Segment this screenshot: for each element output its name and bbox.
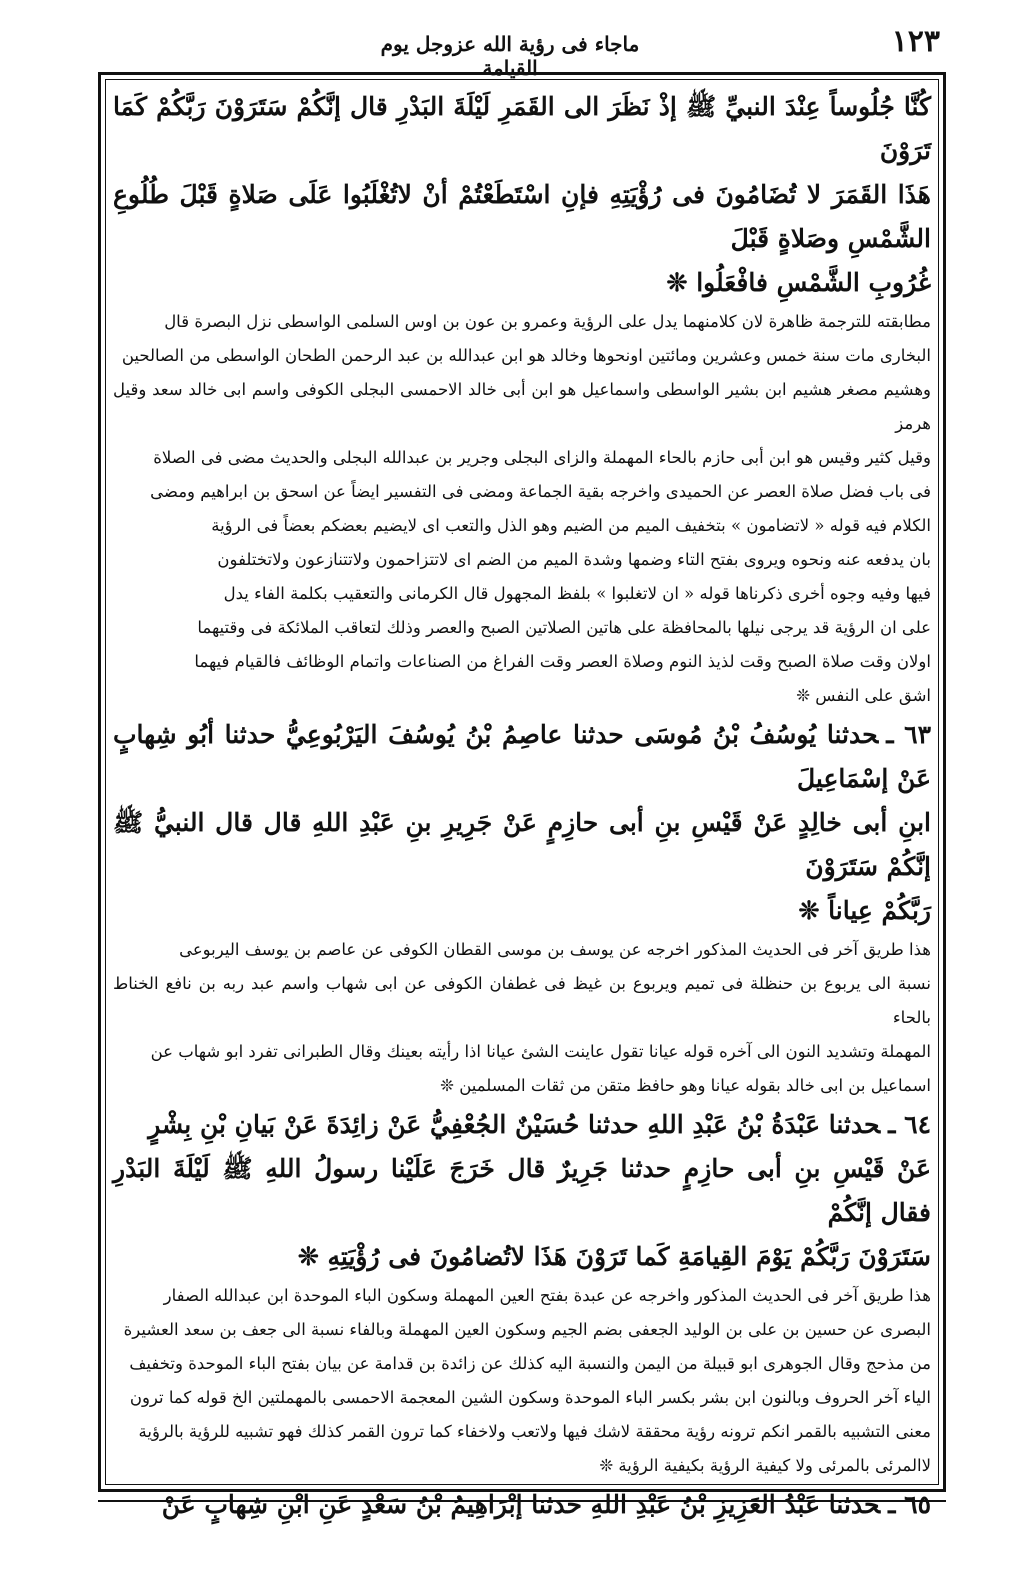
- commentary-line: [113, 339, 931, 373]
- hadith-line: [113, 1147, 931, 1235]
- hadith-line: [113, 713, 931, 801]
- page-header: [120, 24, 940, 80]
- commentary-line: [113, 577, 931, 611]
- line-text: البصرى عن حسين بن على بن الوليد الجعفى بضم الجيم وسكون العين المهملة وبالفاء نسبة الى جعف بن سعد العشيرة: [123, 1320, 931, 1339]
- hadith-block: [113, 1483, 931, 1527]
- commentary-line: [113, 1347, 931, 1381]
- page-number: ١٢٣: [891, 24, 940, 59]
- hadith-line: [113, 173, 931, 261]
- line-text: وهشيم مصغر هشيم ابن بشير الواسطى واسماعيل هو ابن أبى خالد الاحمسى البجلى الكوفى واسم ابى خالد سعد وقيل هرمز: [113, 380, 931, 433]
- line-text: مطابقته للترجمة ظاهرة لان كلامنهما يدل على الرؤية وعمرو بن عون بن اوس السلمى الواسطى نزل البصرة قال: [164, 312, 931, 331]
- commentary-line: [113, 933, 931, 967]
- commentary-line: [113, 509, 931, 543]
- commentary-line: [113, 1313, 931, 1347]
- line-text: هَذَا القَمَرَ لا تُضَامُونَ فى رُؤْيَتِهِ فإنِ اسْتَطَعْتُمْ أنْ لاتُغْلَبُوا عَلَى صَلاةٍ قَبْلَ طُلُوعِ الشَّمْسِ وصَلاةٍ قَبْلَ: [113, 180, 931, 253]
- line-text: لاالمرئى بالمرئى ولا كيفية الرؤية بكيفية الرؤية ❊: [599, 1456, 931, 1475]
- commentary-block: [113, 933, 931, 1103]
- line-text: نسبة الى يربوع بن حنظلة فى تميم ويربوع بن غيظ فى غطفان الكوفى عن ابى شهاب واسم عبد ربه بن نافع الخناط بالحاء: [113, 974, 931, 1027]
- commentary-block: [113, 305, 931, 713]
- line-text: حدثنا عَبْدُ العَزِيزِ بْنُ عَبْدِ اللهِ حدثنا إبْرَاهِيمُ بْنُ سَعْدٍ عَنِ ابْنِ شِهابٍ عَنْ: [161, 1490, 881, 1519]
- commentary-line: [113, 679, 931, 713]
- line-text: من مذحج وقال الجوهرى ابو قبيلة من اليمن والنسبة اليه كذلك عن زائدة بن قدامة عن بيان بفتح الباء الموحدة وتخفيف: [129, 1354, 931, 1373]
- commentary-line: [113, 1449, 931, 1483]
- commentary-line: [113, 967, 931, 1035]
- line-text: الياء آخر الحروف وبالنون ابن بشر بكسر الباء الموحدة وسكون الشين المعجمة الاحمسى بالمهملتين الخ قوله كما ترون: [129, 1388, 931, 1407]
- running-title: ماجاء فى رؤية الله عزوجل يوم القيامة: [380, 32, 640, 80]
- hadith-line: [113, 85, 931, 173]
- commentary-line: [113, 373, 931, 441]
- commentary-line: [113, 1381, 931, 1415]
- hadith-number: ٦٥ ـ: [888, 1490, 931, 1519]
- hadith-line: [113, 801, 931, 889]
- line-text: وقيل كثير وقيس هو ابن أبى حازم بالحاء المهملة والزاى البجلى وجرير بن عبدالله البجلى والحديث مضى فى الصلاة: [153, 448, 931, 467]
- hadith-number: ٦٤ ـ: [888, 1110, 931, 1139]
- commentary-line: [113, 543, 931, 577]
- line-text: عَنْ قَيْسِ بنِ أبى حازِمٍ حدثنا جَرِيرٌ قال خَرَجَ عَلَيْنا رسولُ اللهِ ﷺ لَيْلَةَ البَدْرِ فقال إنَّكُمْ: [113, 1154, 931, 1227]
- hadith-line: [113, 1483, 931, 1527]
- hadith-number: ٦٣ ـ: [886, 720, 931, 749]
- commentary-line: [113, 1415, 931, 1449]
- hadith-line: [113, 1103, 931, 1147]
- line-text: هذا طريق آخر فى الحديث المذكور اخرجه عن يوسف بن موسى القطان الكوفى عن عاصم بن يوسف اليربوعى: [179, 940, 931, 959]
- line-text: اسماعيل بن ابى خالد بقوله عيانا وهو حافظ متقن من ثقات المسلمين ❊: [440, 1076, 931, 1095]
- line-text: فى باب فضل صلاة العصر عن الحميدى واخرجه بقية الجماعة ومضى فى التفسير ايضاً عن اسحق بن ابراهيم ومضى: [150, 482, 931, 501]
- line-text: هذا طريق آخر فى الحديث المذكور واخرجه عن عبدة بفتح العين المهملة وسكون الباء الموحدة ابن عبدالله الصفار: [163, 1286, 931, 1305]
- line-text: اشق على النفس ❊: [796, 686, 931, 705]
- line-text: حدثنا يُوسُفُ بْنُ مُوسَى حدثنا عاصِمُ بْنُ يُوسُفَ اليَرْبُوعِيُّ حدثنا أبُو شِهابٍ عَنْ إسْمَاعِيلَ: [113, 720, 931, 793]
- commentary-line: [113, 1279, 931, 1313]
- commentary-line: [113, 441, 931, 475]
- line-text: معنى التشبيه بالقمر انكم ترونه رؤية محققة لاشك فيها ولاتعب ولاخفاء كما ترون القمر كذلك فهو تشبيه للرؤية بالرؤية: [138, 1422, 931, 1441]
- line-text: غُرُوبِ الشَّمْسِ فافْعَلُوا ❊: [666, 268, 931, 297]
- line-text: بان يدفعه عنه ونحوه ويروى بفتح التاء وضمها وشدة الميم من الضم اى لاتتزاحمون ولاتتنازعون ولاتختلفون: [217, 550, 931, 569]
- hadith-line: [113, 1235, 931, 1279]
- hadith-line: [113, 889, 931, 933]
- line-text: رَبَّكُمْ عِياناً ❊: [798, 896, 931, 925]
- hadith-block: [113, 1103, 931, 1279]
- hadith-line: [113, 261, 931, 305]
- commentary-line: [113, 475, 931, 509]
- line-text: فيها وفيه وجوه أخرى ذكرناها قوله « ان لاتغلبوا » بلفظ المجهول قال الكرمانى والتعقيب بكلمة الفاء يدل: [223, 584, 931, 603]
- line-text: كُنَّا جُلُوساً عِنْدَ النبيِّ ﷺ إذْ نَظَرَ الى القَمَرِ لَيْلَةَ البَدْرِ قال إنَّكُمْ سَتَرَوْنَ رَبَّكُمْ كَمَا تَرَوْنَ: [113, 92, 931, 165]
- commentary-line: [113, 305, 931, 339]
- line-text: حدثنا عَبْدَةُ بْنُ عَبْدِ اللهِ حدثنا حُسَيْنٌ الجُعْفِيُّ عَنْ زائِدَةَ عَنْ بَيانِ بْنِ بِشْرٍ: [148, 1110, 881, 1139]
- text-frame: [98, 72, 946, 1519]
- hadith-block: [113, 713, 931, 933]
- commentary-line: [113, 645, 931, 679]
- hadith-block: [113, 85, 931, 305]
- commentary-block: [113, 1279, 931, 1483]
- line-text: سَتَرَوْنَ رَبَّكُمْ يَوْمَ القِيامَةِ كَما تَرَوْنَ هَذَا لاتُضامُونَ فى رُؤْيَتِهِ ❊: [297, 1242, 931, 1271]
- line-text: ابنِ أبى خالِدٍ عَنْ قَيْسِ بنِ أبى حازِمٍ عَنْ جَرِيرِ بنِ عَبْدِ اللهِ قال قال النبيُّ ﷺ إنَّكُمْ سَتَرَوْنَ: [113, 808, 931, 881]
- commentary-line: [113, 1035, 931, 1069]
- commentary-line: [113, 611, 931, 645]
- line-text: المهملة وتشديد النون الى آخره قوله عيانا تقول عاينت الشئ عيانا اذا رأيته بعينك وقال الطبرانى تفرد ابو شهاب عن: [150, 1042, 931, 1061]
- commentary-line: [113, 1069, 931, 1103]
- line-text: على ان الرؤية قد يرجى نيلها بالمحافظة على هاتين الصلاتين الصبح والعصر وذلك لتعاقب الملائكة فى وقتيهما: [197, 618, 931, 637]
- line-text: البخارى مات سنة خمس وعشرين ومائتين اونحوها وخالد هو ابن عبدالله بن عبد الرحمن الطحان الواسطى من الصالحين: [121, 346, 931, 365]
- bottom-rule: [98, 1500, 946, 1502]
- line-text: اولان وقت صلاة الصبح وقت لذيذ النوم وصلاة العصر وقت الفراغ من الصناعات واتمام الوظائف فالقيام فيهما: [194, 652, 931, 671]
- line-text: الكلام فيه قوله « لاتضامون » بتخفيف الميم من الضيم وهو الذل والتعب اى لايضيم بعضكم بعضاً فى الرؤية: [211, 516, 931, 535]
